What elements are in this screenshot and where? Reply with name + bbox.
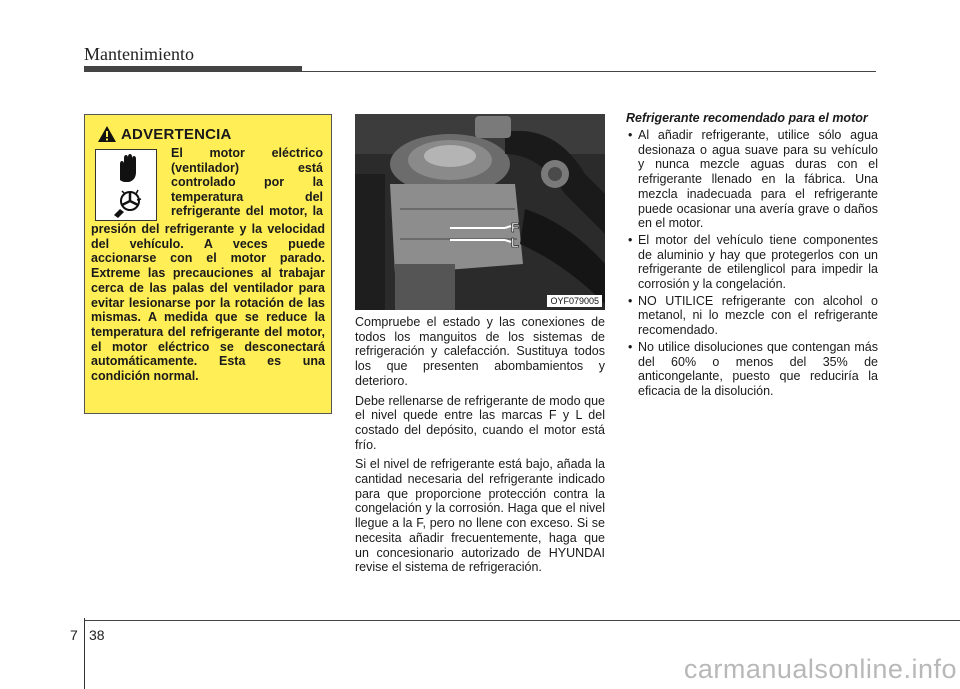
figure-label-l: L: [511, 235, 519, 250]
header-rule: [302, 71, 876, 72]
page-number: 38: [89, 627, 105, 643]
paragraph-level: Debe rellenarse de refrigerante de modo que el nivel quede entre las marcas F y L del costado del depósito, cuando el motor está frío.: [355, 393, 605, 452]
page-title: Mantenimiento: [84, 44, 194, 64]
bullet-item: • El motor del vehículo tiene componentes de aluminio y hay que protegerlos con un refrigerante de etilenglicol para impedir la corrosión y la congelación.: [626, 233, 878, 292]
page-number-divider: [84, 618, 85, 689]
header-accent-bar: [84, 66, 302, 72]
figure-code: OYF079005: [547, 295, 602, 307]
warning-title: ADVERTENCIA: [121, 125, 232, 143]
stop-hand-icon: [96, 150, 156, 186]
warning-lead-text: El motor eléctrico (ventilador) está controlado por la temperatura del refrigerante del motor, la: [171, 146, 323, 219]
bullet-item: • No utilice disoluciones que contengan más del 60% o menos del 35% de anticongelante, puesto que reduciría la eficacia de la disolución.: [626, 340, 878, 399]
paragraph-hoses: Compruebe el estado y las conexiones de todos los manguitos de los sistemas de refrigeración y calefacción. Sustituya todos los que presenten abombamientos y deterioro.: [355, 315, 605, 388]
bullet-item: • Al añadir refrigerante, utilice sólo agua desionaza o agua suave para su vehículo y nunca mezcle aguas duras con el refrigerante llenado en la fábrica. Una mezcla inadecuada para el refrigerante puede ocasionar una avería grave o daños en el motor.: [626, 128, 878, 231]
footer-rule: [84, 620, 960, 621]
engine-bay-illustration: [355, 114, 605, 310]
section-number: 7: [70, 627, 78, 643]
right-column: [626, 111, 878, 401]
warning-body-text: presión del refrigerante y la velocidad del vehículo. A veces puede accionarse con el motor parado. Extreme las precauciones al trabajar cerca de las palas del ventilador para evitar lesionarse por la rotación de las mismas. A medida que se reduce la temperatura del refrigerante del motor, el motor eléctrico se desconectará automáticamente. Esta es una condición normal.: [91, 222, 325, 384]
warning-triangle-icon: [97, 125, 117, 143]
bullet-item: • NO UTILICE refrigerante con alcohol o metanol, ni lo mezcle con el refrigerante recomendado.: [626, 294, 878, 338]
paragraph-low-level: Si el nivel de refrigerante está bajo, añada la cantidad necesaria del refrigerante indicado para que proporcione protección contra la congelación y la corrosión. Haga que el nivel llegue a la F, pero no llene con exceso. Si se necesita añadir frecuentemente, haga que un concesionario autorizado de HYUNDAI revise el sistema de refrigeración.: [355, 457, 605, 575]
section-heading: Refrigerante recomendado para el motor: [626, 111, 868, 125]
figure-label-f: F: [511, 220, 519, 235]
middle-column: [355, 315, 605, 580]
engine-coolant-reservoir-photo: [355, 114, 605, 310]
warning-pictograms: [95, 149, 157, 221]
watermark: carmanualsonline.info: [683, 654, 957, 684]
warning-header: [97, 125, 232, 143]
warning-box: [84, 114, 332, 414]
fan-injury-icon: [96, 185, 156, 221]
